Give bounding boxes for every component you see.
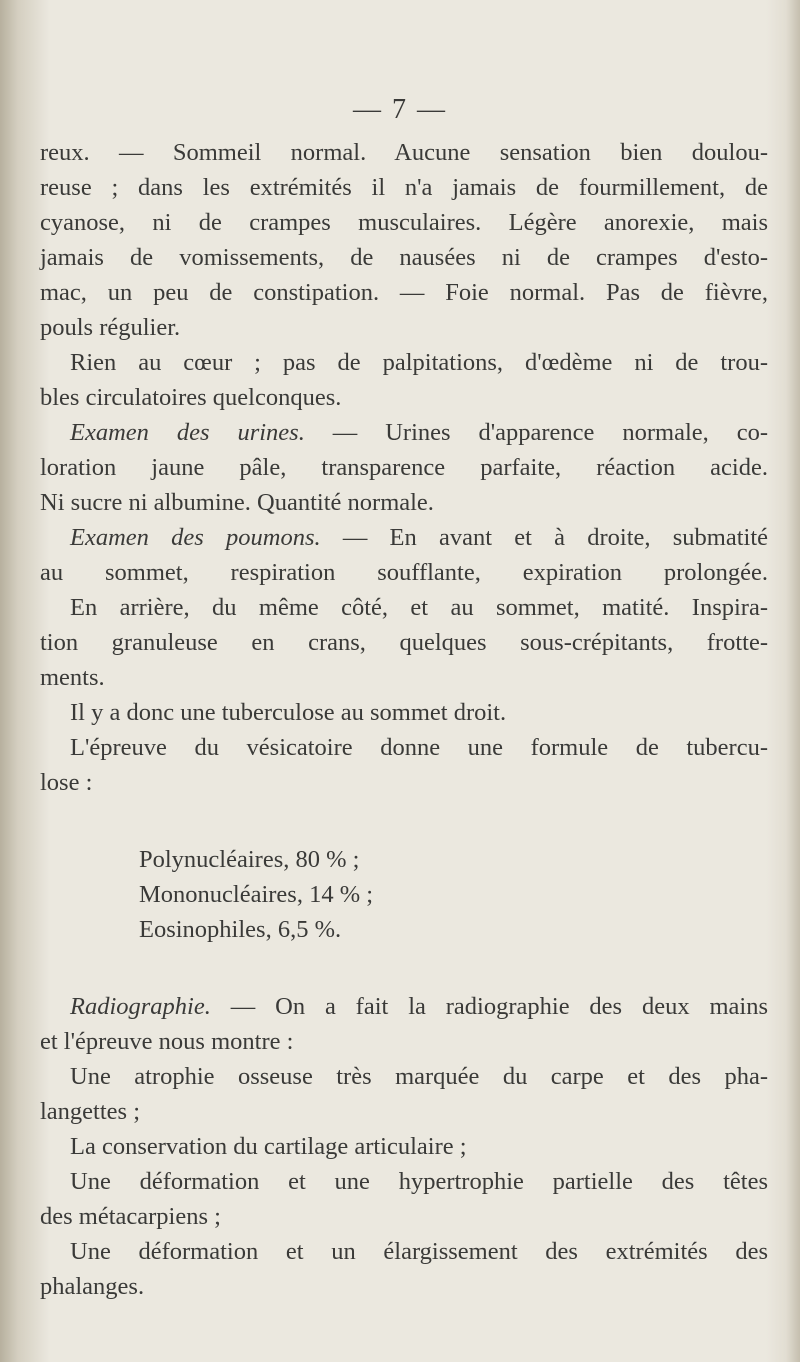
text-line: tion granuleuse en crans, quelques sous-crépitants, frotte- xyxy=(40,629,768,656)
text-line: au sommet, respiration soufflante, expiration prolongée. xyxy=(40,559,768,586)
formula-line: Polynucléaires, 80 % ; xyxy=(139,846,360,873)
section-heading-urines: Examen des urines. xyxy=(70,419,305,446)
text-line: reux. — Sommeil normal. Aucune sensation bien doulou- xyxy=(40,139,768,166)
text-line: Rien au cœur ; pas de palpitations, d'œdème ni de trou- xyxy=(70,349,768,376)
text-line: ments. xyxy=(40,664,105,691)
text-line: des métacarpiens ; xyxy=(40,1203,221,1230)
text-line: cyanose, ni de crampes musculaires. Légère anorexie, mais xyxy=(40,209,768,236)
text-line: jamais de vomissements, de nausées ni de crampes d'esto- xyxy=(40,244,768,271)
text-line xyxy=(40,520,768,555)
text-span: — En avant et à droite, submatité xyxy=(320,524,768,551)
text-line: reuse ; dans les extrémités il n'a jamais de fourmillement, de xyxy=(40,174,768,201)
body-text xyxy=(40,135,768,1304)
text-line: bles circulatoires quelconques. xyxy=(40,384,342,411)
text-line: loration jaune pâle, transparence parfaite, réaction acide. xyxy=(40,454,768,481)
text-line xyxy=(40,415,768,450)
text-line xyxy=(40,989,768,1024)
text-line: L'épreuve du vésicatoire donne une formule de tubercu- xyxy=(70,734,768,761)
text-line: Ni sucre ni albumine. Quantité normale. xyxy=(40,489,434,516)
text-line: En arrière, du même côté, et au sommet, matité. Inspira- xyxy=(70,594,768,621)
section-heading-poumons: Examen des poumons. xyxy=(70,524,321,551)
text-line: Une déformation et un élargissement des extrémités des xyxy=(70,1238,768,1265)
text-line: et l'épreuve nous montre : xyxy=(40,1028,294,1055)
text-line: mac, un peu de constipation. — Foie normal. Pas de fièvre, xyxy=(40,279,768,306)
text-span: — Urines d'apparence normale, co- xyxy=(304,419,768,446)
text-line: pouls régulier. xyxy=(40,314,181,341)
section-heading-radiographie: Radiographie. xyxy=(70,993,211,1020)
text-line: lose : xyxy=(40,769,93,796)
spacer xyxy=(40,800,768,842)
page-number: — 7 — xyxy=(353,94,447,125)
text-line: La conservation du cartilage articulaire ; xyxy=(70,1133,467,1160)
text-line: langettes ; xyxy=(40,1098,141,1125)
text-span: — On a fait la radiographie des deux mains xyxy=(210,993,768,1020)
text-line: Il y a donc une tuberculose au sommet droit. xyxy=(70,699,507,726)
formula-line: Mononucléaires, 14 % ; xyxy=(139,881,374,908)
text-line: Une atrophie osseuse très marquée du carpe et des pha- xyxy=(70,1063,768,1090)
formula-line: Eosinophiles, 6,5 %. xyxy=(139,916,342,943)
text-line: Une déformation et une hypertrophie partielle des têtes xyxy=(70,1168,768,1195)
text-line: phalanges. xyxy=(40,1273,145,1300)
spacer xyxy=(40,947,768,989)
